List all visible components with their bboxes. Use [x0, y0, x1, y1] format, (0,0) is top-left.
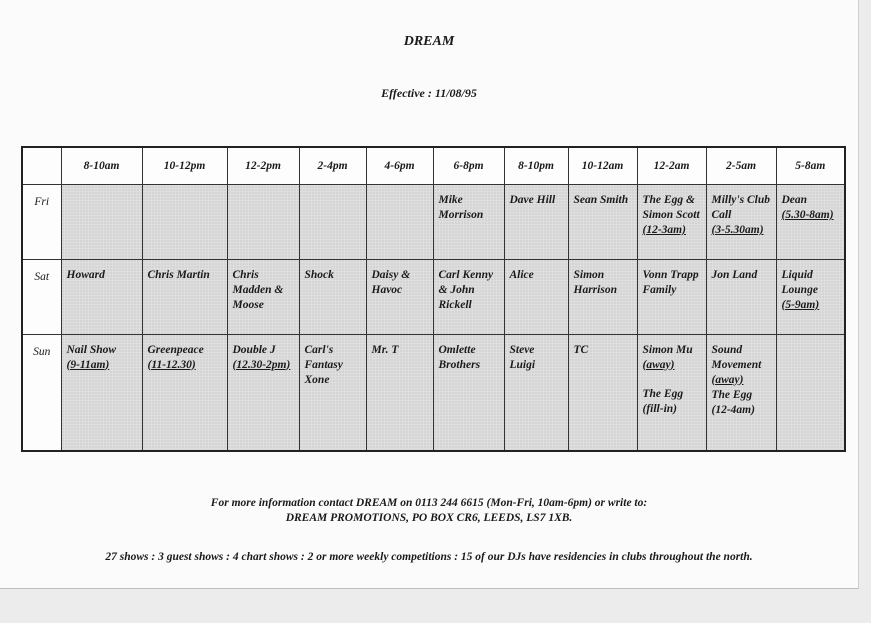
show-line: Sound Movement	[711, 343, 762, 371]
column-header: 10-12pm	[142, 147, 227, 185]
contact-info	[0, 496, 858, 526]
show-line: (12-4am)	[711, 403, 755, 416]
schedule-cell	[776, 259, 845, 334]
effective-date: Effective : 11/08/95	[381, 86, 477, 100]
schedule-cell	[433, 259, 504, 334]
schedule-cell	[637, 185, 706, 260]
show-line: Carl Kenny & John Rickell	[438, 268, 494, 311]
day-label: Sun	[22, 334, 61, 451]
column-header: 12-2am	[637, 147, 706, 185]
show-line: Milly's Club Call	[711, 194, 770, 221]
schedule-cell	[433, 334, 504, 451]
schedule-cell	[142, 334, 227, 451]
show-line: Simon Harrison	[573, 268, 617, 296]
show-line: (5.30-8am)	[781, 209, 834, 221]
show-line: (5-9am)	[781, 298, 820, 311]
table-row	[22, 259, 845, 334]
show-line: (12-3am)	[642, 224, 686, 236]
show-line: Simon Mu	[642, 343, 693, 356]
column-header: 8-10am	[61, 147, 142, 185]
show-line: Nail Show	[66, 343, 117, 356]
column-header: 2-5am	[706, 147, 776, 185]
show-line: Mr. T	[371, 343, 399, 356]
show-line: Sean Smith	[573, 194, 629, 206]
show-line: (3-5.30am)	[711, 224, 764, 236]
show-line: Omlette Brothers	[438, 343, 481, 371]
day-label: Fri	[22, 185, 61, 260]
corner-cell	[22, 147, 61, 185]
schedule-cell	[568, 185, 637, 260]
column-header: 12-2pm	[227, 147, 299, 185]
schedule-cell	[776, 185, 845, 260]
show-line: Liquid Lounge	[781, 268, 818, 296]
schedule-cell	[227, 185, 299, 260]
schedule-cell	[504, 334, 568, 451]
show-line: Alice	[509, 268, 534, 281]
show-line: Shock	[304, 268, 334, 281]
table-row	[22, 334, 845, 451]
show-line: (away)	[711, 373, 744, 386]
schedule-cell	[61, 259, 142, 334]
column-header: 5-8am	[776, 147, 845, 185]
show-line: Jon Land	[711, 268, 758, 281]
show-line: The Egg	[711, 388, 753, 401]
schedule-cell	[299, 185, 366, 260]
schedule-cell	[706, 259, 776, 334]
schedule-cell	[61, 185, 142, 260]
schedule-cell	[227, 334, 299, 451]
show-line: (away)	[642, 358, 675, 371]
show-line: (11-12.30)	[147, 358, 196, 371]
contact-line-1: For more information contact DREAM on 0113 244 6615 (Mon-Fri, 10am-6pm) or write to:	[210, 497, 648, 509]
schedule-cell	[706, 334, 776, 451]
column-header: 2-4pm	[299, 147, 366, 185]
show-line: TC	[573, 343, 589, 356]
schedule-cell	[433, 185, 504, 260]
schedule-cell	[299, 334, 366, 451]
header-row	[22, 147, 845, 185]
schedule-table	[21, 146, 846, 452]
column-header: 10-12am	[568, 147, 637, 185]
show-line: Steve Luigi	[509, 343, 536, 371]
show-line: Dave Hill	[509, 194, 556, 206]
schedule-cell	[568, 259, 637, 334]
schedule-cell	[227, 259, 299, 334]
show-line: Howard	[66, 268, 105, 281]
schedule-cell	[299, 259, 366, 334]
schedule-cell	[706, 185, 776, 260]
schedule-cell	[637, 334, 706, 451]
schedule-cell	[61, 334, 142, 451]
show-line: (12.30-2pm)	[232, 358, 291, 371]
show-line: Chris Martin	[147, 268, 210, 281]
schedule-cell	[637, 259, 706, 334]
show-line: Vonn Trapp Family	[642, 268, 699, 296]
show-line: Carl's Fantasy Xone	[304, 343, 343, 386]
show-line: Double J	[232, 343, 276, 356]
schedule-cell	[504, 185, 568, 260]
show-line: The Egg	[642, 387, 684, 400]
show-line: Daisy & Havoc	[371, 268, 411, 296]
show-line: Mike Morrison	[438, 194, 484, 221]
schedule-cell	[504, 259, 568, 334]
show-line: The Egg & Simon Scott	[642, 194, 700, 221]
page-title: DREAM	[403, 34, 455, 49]
contact-line-2: DREAM PROMOTIONS, PO BOX CR6, LEEDS, LS7 1XB.	[285, 512, 573, 524]
show-line: Dean	[781, 194, 808, 206]
show-line: Greenpeace	[147, 343, 204, 356]
column-header: 8-10pm	[504, 147, 568, 185]
schedule-cell	[366, 259, 433, 334]
show-line: Chris Madden & Moose	[232, 268, 284, 311]
schedule-cell	[142, 185, 227, 260]
footer-stats: 27 shows : 3 guest shows : 4 chart shows : 2 or more weekly competitions : 15 of our DJs have residencies in clubs throughout the north.	[105, 551, 753, 563]
schedule-cell	[366, 185, 433, 260]
schedule-cell	[142, 259, 227, 334]
column-header: 4-6pm	[366, 147, 433, 185]
schedule-cell	[366, 334, 433, 451]
day-label: Sat	[22, 259, 61, 334]
show-line: (fill-in)	[642, 402, 677, 415]
column-header: 6-8pm	[433, 147, 504, 185]
show-line: (9-11am)	[66, 358, 110, 371]
schedule-cell	[568, 334, 637, 451]
table-row	[22, 185, 845, 260]
schedule-cell	[776, 334, 845, 451]
